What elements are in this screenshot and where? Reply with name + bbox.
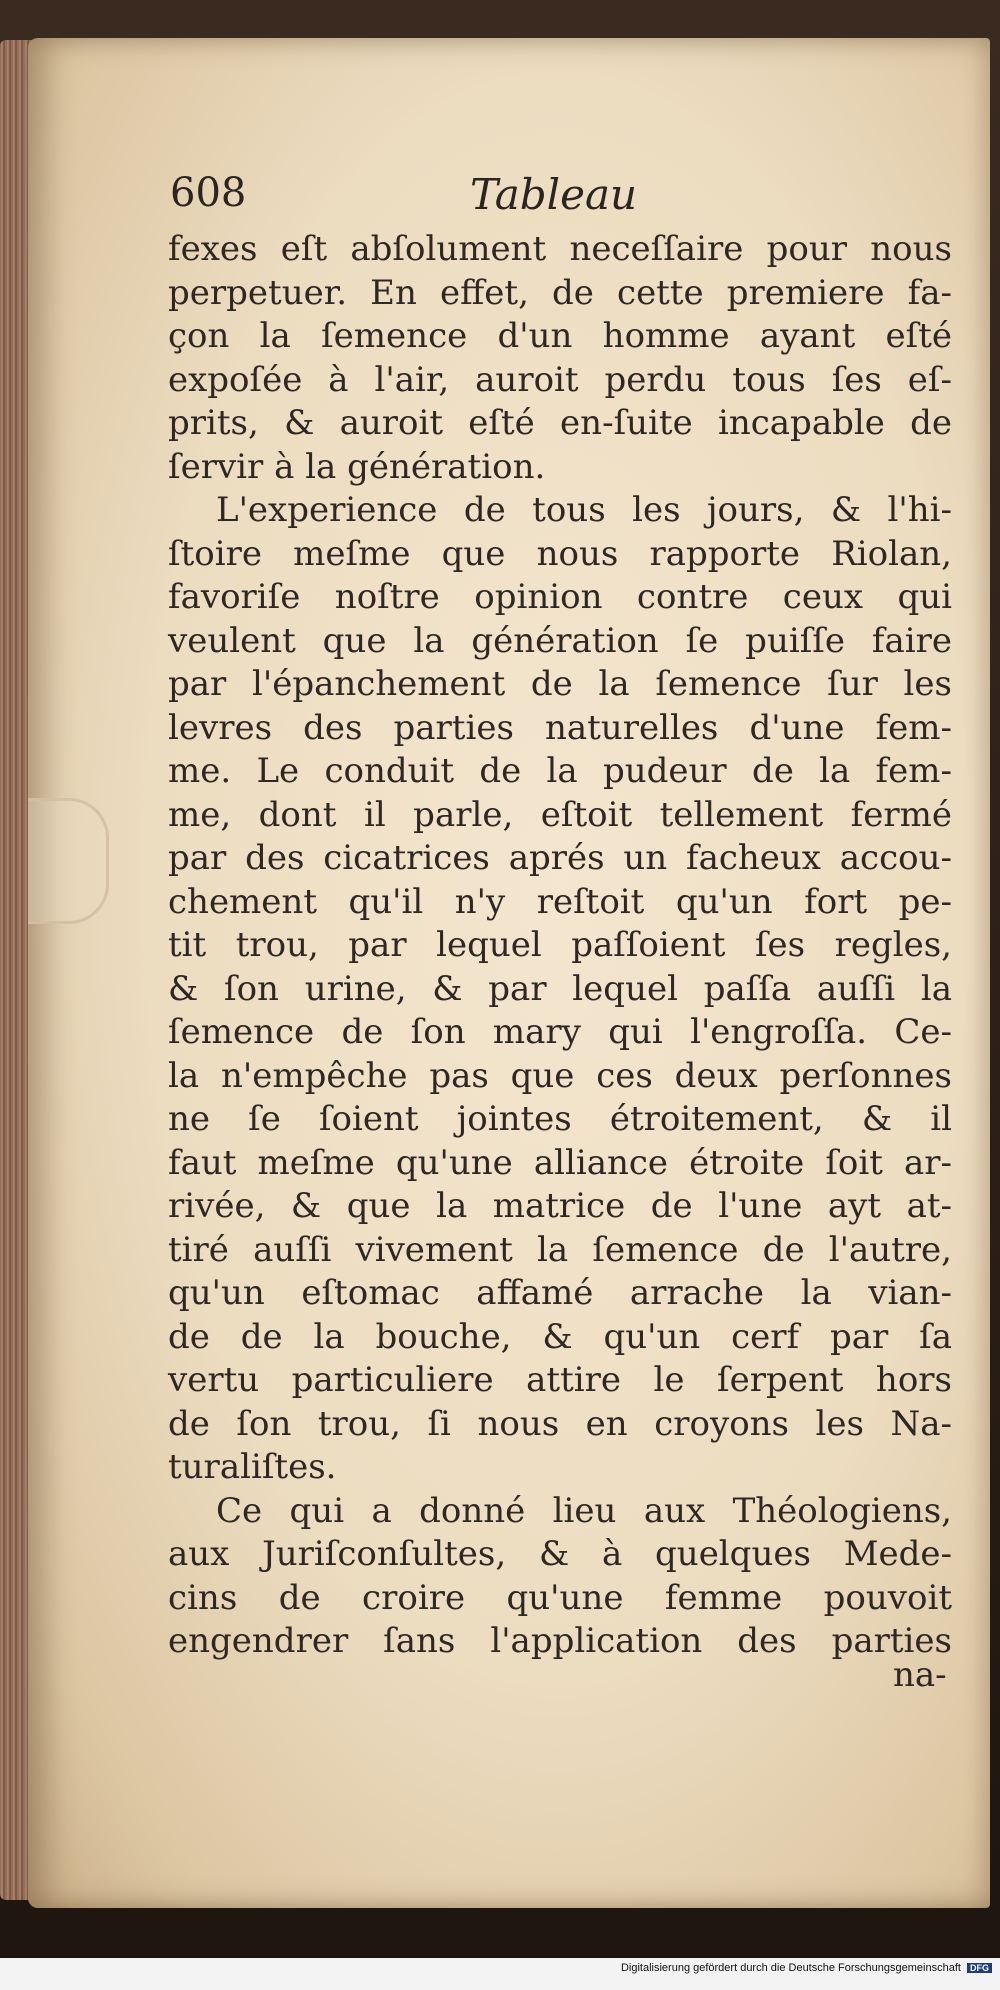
text-line: de de la bouche, & qu'un cerf par ſa xyxy=(168,1316,952,1357)
text-line: me, dont il parle, eſtoit tellement fermé xyxy=(168,794,952,835)
text-line: levres des parties naturelles d'une fem- xyxy=(168,707,952,748)
text-line: ſervir à la génération. xyxy=(168,446,546,487)
text-line: turaliſtes. xyxy=(168,1447,337,1487)
text-line: par des cicatrices aprés un facheux accou- xyxy=(168,838,952,878)
digitization-credit xyxy=(621,1962,992,1974)
page-clip-tab xyxy=(28,798,109,924)
text-line: ſemence de ſon mary qui l'engroſſa. Ce- xyxy=(168,1012,952,1052)
text-line: prits, & auroit eſté en-ſuite incapable de xyxy=(168,403,952,443)
text-line: la n'empêche pas que ces deux perſonnes xyxy=(168,1055,952,1096)
text-line: chement qu'il n'y reſtoit qu'un fort pe- xyxy=(168,881,952,922)
page-number: 608 xyxy=(170,170,247,216)
text-line: çon la ſemence d'un homme ayant eſté xyxy=(168,316,952,356)
text-line: ſtoire meſme que nous rapporte Riolan, xyxy=(168,533,952,574)
text-line: faut meſme qu'une alliance étroite ſoit ar- xyxy=(168,1142,952,1183)
text-line: L'experience de tous les jours, & l'hi- xyxy=(216,490,952,530)
text-line: engendrer ſans l'application des parties xyxy=(168,1621,952,1661)
text-line: veulent que la génération ſe puiſſe faire xyxy=(168,620,952,661)
text-line: aux Juriſconſultes, & à quelques Mede- xyxy=(168,1534,952,1574)
text-line: Ce qui a donné lieu aux Théologiens, xyxy=(216,1490,952,1531)
text-line: me. Le conduit de la pudeur de la fem- xyxy=(168,751,952,791)
body-text xyxy=(168,228,952,1664)
text-line: par l'épanchement de la ſemence ſur les xyxy=(168,664,952,704)
running-head xyxy=(170,170,870,230)
credit-text: Digitalisierung gefördert durch die Deutsche Forschungsgemeinschaft xyxy=(620,1962,961,1974)
text-line: tiré auſſi vivement la ſemence de l'autre, xyxy=(168,1229,952,1270)
text-line: ne ſe ſoient jointes étroitement, & il xyxy=(168,1099,952,1139)
text-line: favoriſe noſtre opinion contre ceux qui xyxy=(168,577,952,617)
dfg-logo-icon: DFG xyxy=(967,1963,992,1973)
running-head-title: Tableau xyxy=(470,170,638,219)
text-line: rivée, & que la matrice de l'une ayt at- xyxy=(168,1186,952,1226)
catchword: na- xyxy=(893,1655,947,1695)
text-line: tit trou, par lequel paſſoient ſes regles, xyxy=(168,925,952,965)
text-line: cins de croire qu'une femme pouvoit xyxy=(168,1577,952,1618)
text-line: perpetuer. En effet, de cette premiere fa- xyxy=(168,272,952,313)
text-line: fexes eſt abſolument neceſſaire pour nous xyxy=(168,229,952,269)
text-line: de ſon trou, ſi nous en croyons les Na- xyxy=(168,1403,952,1444)
text-line: & ſon urine, & par lequel paſſa auſſi la xyxy=(168,968,952,1009)
text-line: expoſée à l'air, auroit perdu tous ſes eſ- xyxy=(168,359,952,400)
text-line: vertu particuliere attire le ſerpent hors xyxy=(168,1360,952,1400)
text-line: qu'un eſtomac affamé arrache la vian- xyxy=(168,1273,952,1313)
